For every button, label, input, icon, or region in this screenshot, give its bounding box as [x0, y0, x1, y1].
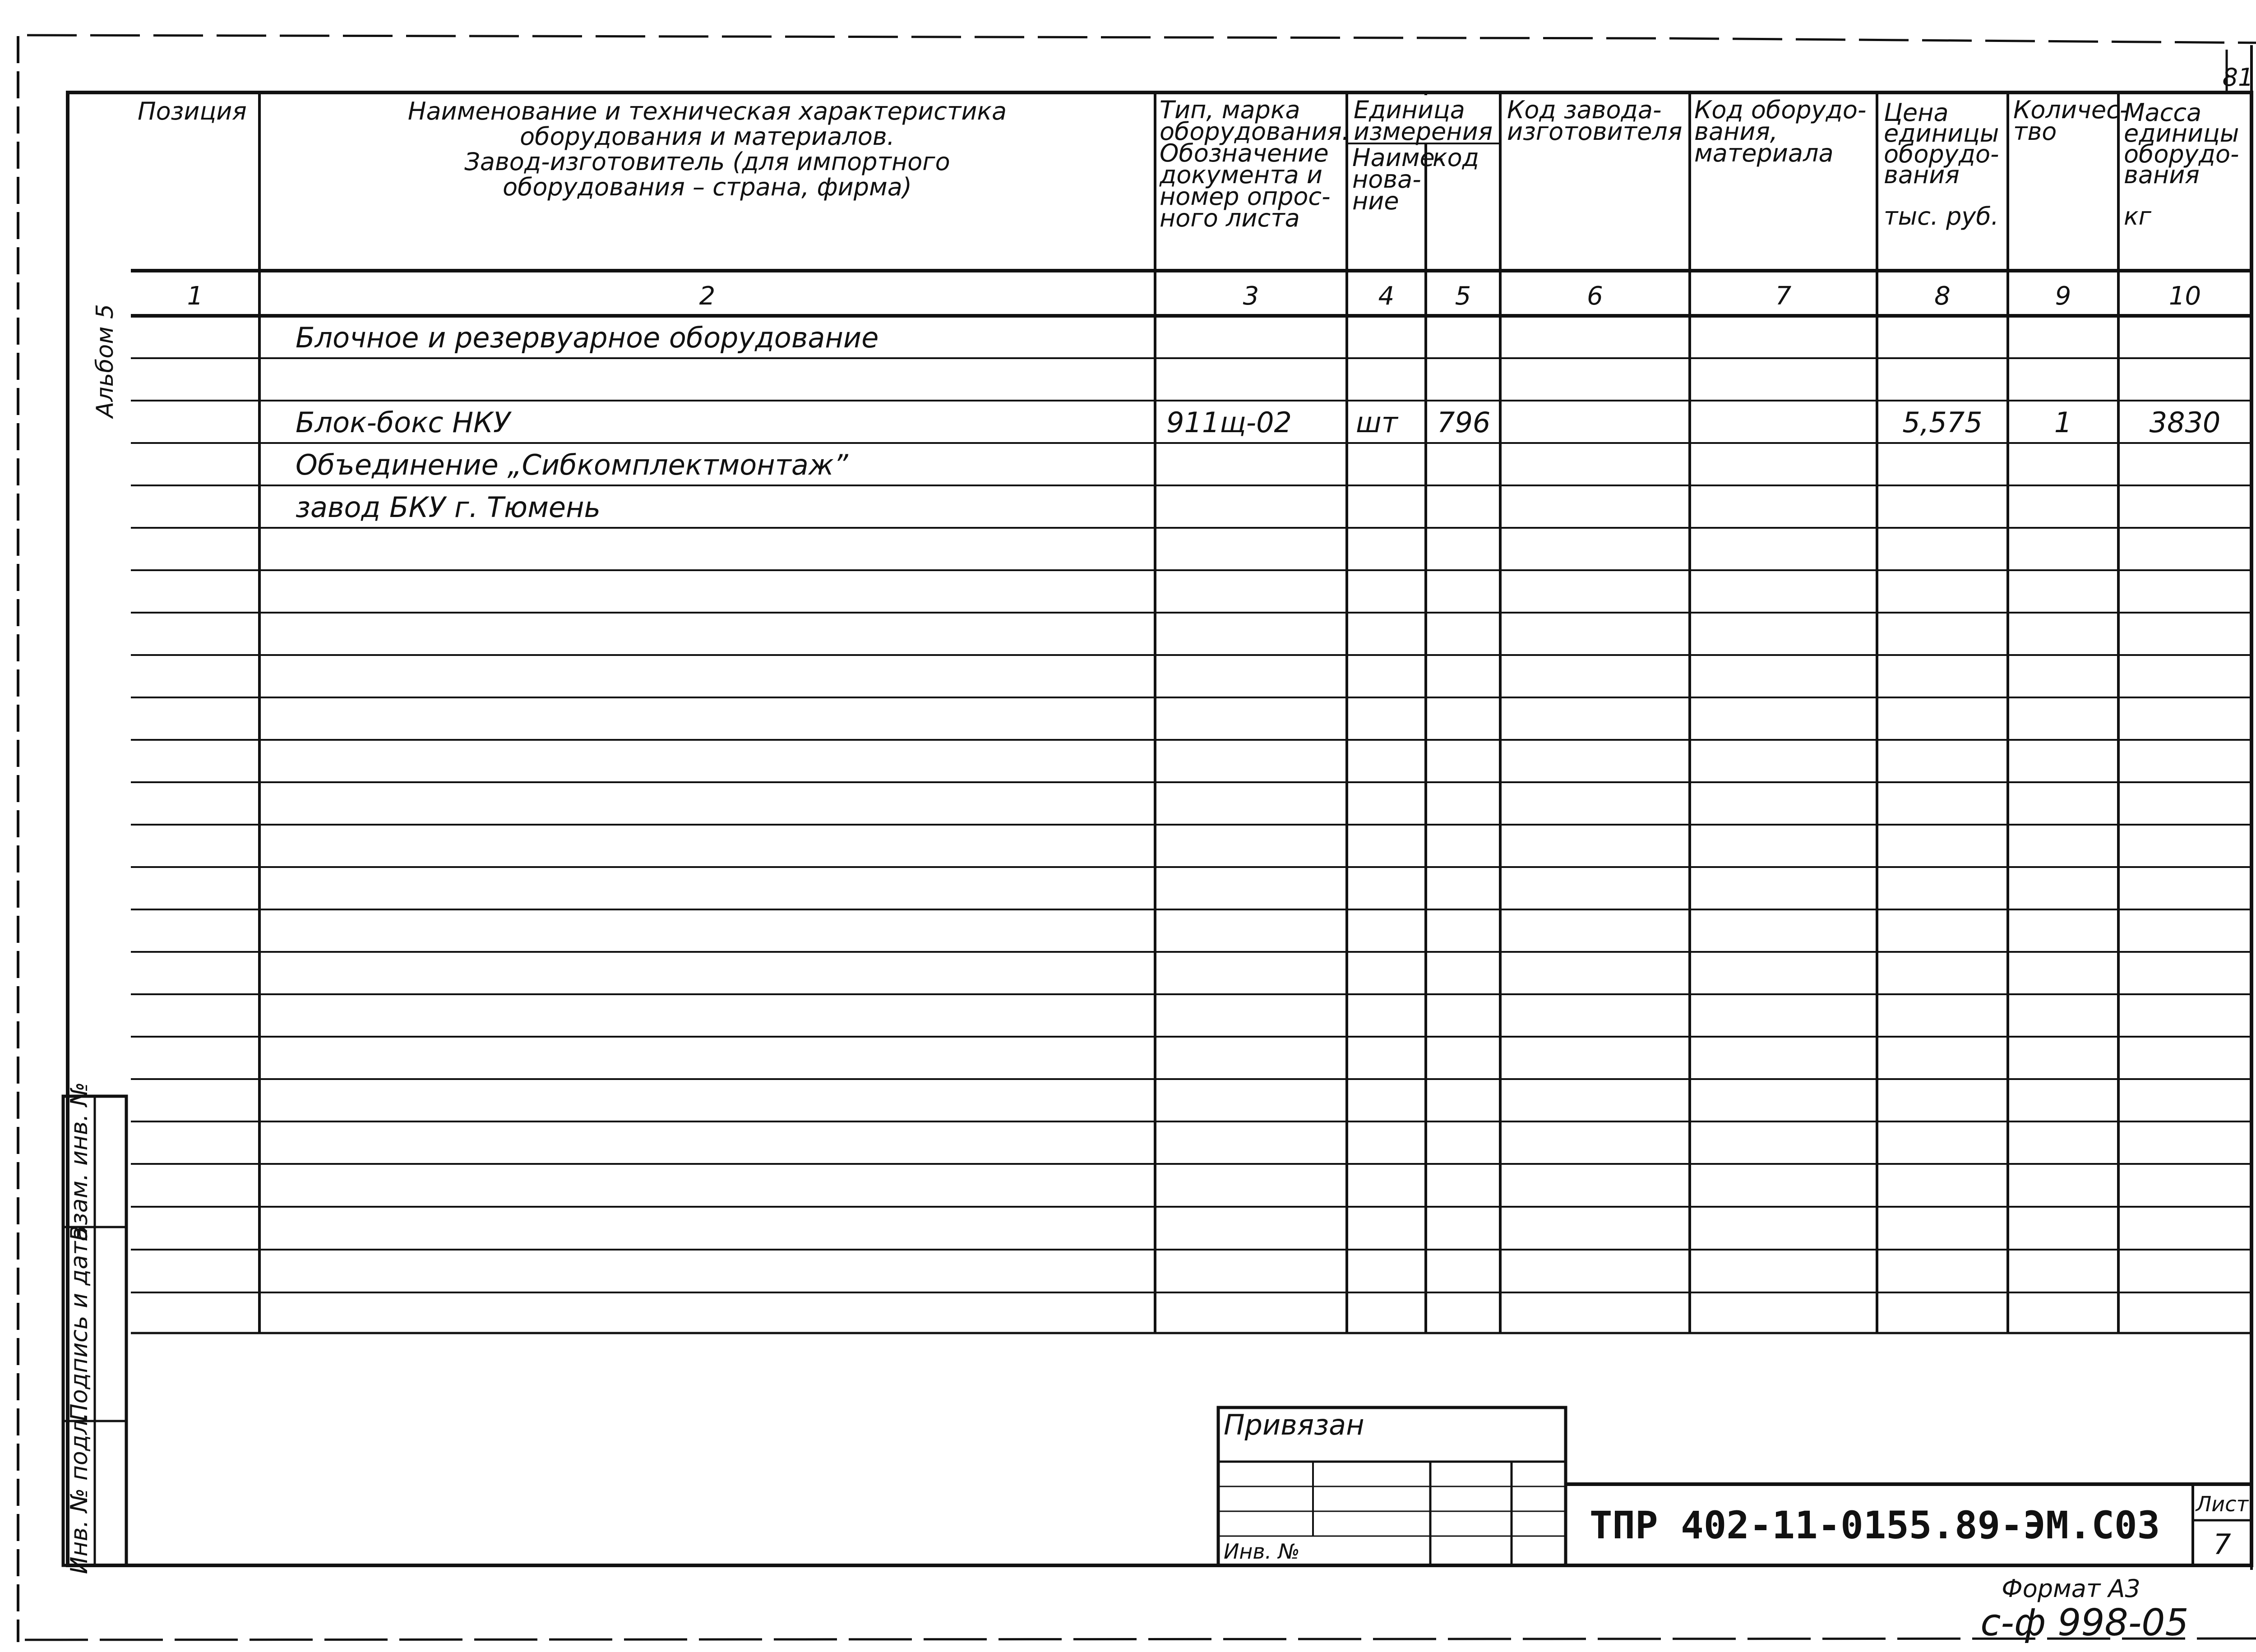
row-5-name: завод БКУ г. Тюмень: [296, 491, 601, 524]
column-number-9: 9: [2055, 281, 2071, 311]
row-1-name: Блочное и резервуарное оборудование: [296, 321, 879, 354]
header-unit-name-line: Наиме-: [1352, 143, 1444, 172]
row-3-type: 911щ-02: [1166, 406, 1292, 439]
format-label: Формат А3: [2002, 1574, 2140, 1603]
column-number-10: 10: [2168, 281, 2201, 311]
column-number-7: 7: [1775, 281, 1792, 311]
header-price-line: вания: [1884, 161, 1960, 189]
header-mass-line: вания: [2124, 161, 2200, 189]
header-unit-code-line: код: [1433, 143, 1479, 172]
page-number: 81: [2222, 63, 2254, 92]
row-3-quantity: 1: [2054, 406, 2072, 439]
column-number-4: 4: [1378, 281, 1395, 311]
side-stamp-signature-label: Подпись и дата: [66, 1227, 93, 1421]
sheet-number: 7: [2213, 1528, 2231, 1561]
column-numbers-row: [187, 281, 2201, 311]
row-3-name: Блок-бокс НКУ: [296, 406, 510, 439]
row-3-unit-code: 796: [1437, 406, 1491, 439]
album-label: Альбом 5: [92, 304, 119, 418]
header-equipment-code-line: Код оборудо-: [1694, 96, 1867, 124]
header-equipment-code-line: вания,: [1694, 117, 1778, 146]
column-number-2: 2: [699, 281, 716, 311]
header-name-line: оборудования – страна, фирма): [503, 173, 912, 201]
row-3-unit: шт: [1356, 406, 1398, 439]
header-mass-line: оборудо-: [2124, 140, 2239, 168]
header-unit-line: измерения: [1354, 117, 1493, 146]
row-3-price: 5,575: [1902, 406, 1983, 439]
binding-title: Привязан: [1224, 1408, 1364, 1441]
header-unit-line: Единица: [1354, 96, 1465, 124]
column-number-1: 1: [187, 281, 203, 311]
header-factory-code-line: изготовителя: [1507, 117, 1683, 146]
stamp-code: с-ф 998-05: [1980, 1601, 2189, 1644]
sheet-label: Лист: [2196, 1492, 2249, 1516]
header-name-line: оборудования и материалов.: [520, 122, 895, 151]
header-type-line: ного листа: [1160, 204, 1300, 232]
header-type-line: номер опрос-: [1160, 182, 1331, 211]
side-stamp-replace-label: Взам. инв. №: [66, 1082, 93, 1241]
document-code: ТПР 402-11-0155.89-ЭМ.С03: [1589, 1503, 2160, 1547]
header-name-line: Наименование и техническая характеристика: [407, 97, 1007, 125]
header-name-line: Завод-изготовитель (для импортного: [464, 148, 950, 176]
header-position-line: Позиция: [138, 97, 247, 125]
header-quantity-line: тво: [2013, 117, 2057, 146]
header-type-line: Тип, марка: [1160, 96, 1300, 124]
header-mass-line: кг: [2124, 202, 2151, 231]
header-price-line: единицы: [1884, 119, 1999, 148]
header-type-line: Обозначение: [1160, 139, 1329, 167]
frame: [18, 35, 2256, 1642]
header-mass-line: единицы: [2124, 119, 2239, 148]
header-equipment-code-line: материала: [1694, 139, 1834, 167]
header-type-line: документа и: [1160, 161, 1323, 189]
table-grid: [131, 92, 2251, 1333]
header-type-line: оборудования.: [1160, 117, 1350, 146]
header-price-line: тыс. руб.: [1884, 202, 1999, 231]
row-4-name: Объединение „Сибкомплектмонтаж”: [296, 448, 848, 481]
column-number-3: 3: [1243, 281, 1259, 311]
header-mass-line: Масса: [2124, 98, 2202, 127]
header-price-line: Цена: [1884, 98, 1949, 127]
row-3-mass: 3830: [2149, 406, 2221, 439]
header-quantity-line: Количес-: [2013, 96, 2129, 124]
header-unit-name-line: ние: [1352, 187, 1399, 215]
binding-inv-label: Инв. №: [1224, 1539, 1300, 1564]
header-factory-code-line: Код завода-: [1507, 96, 1662, 124]
table-header: [138, 96, 2239, 232]
table-rows: [296, 321, 2220, 524]
header-price-line: оборудо-: [1884, 140, 1999, 168]
column-number-6: 6: [1587, 281, 1603, 311]
column-number-8: 8: [1934, 281, 1951, 311]
side-stamp-inv-label: Инв. № подл.: [66, 1412, 93, 1574]
header-unit-name-line: нова-: [1352, 165, 1421, 194]
column-number-5: 5: [1455, 281, 1471, 311]
